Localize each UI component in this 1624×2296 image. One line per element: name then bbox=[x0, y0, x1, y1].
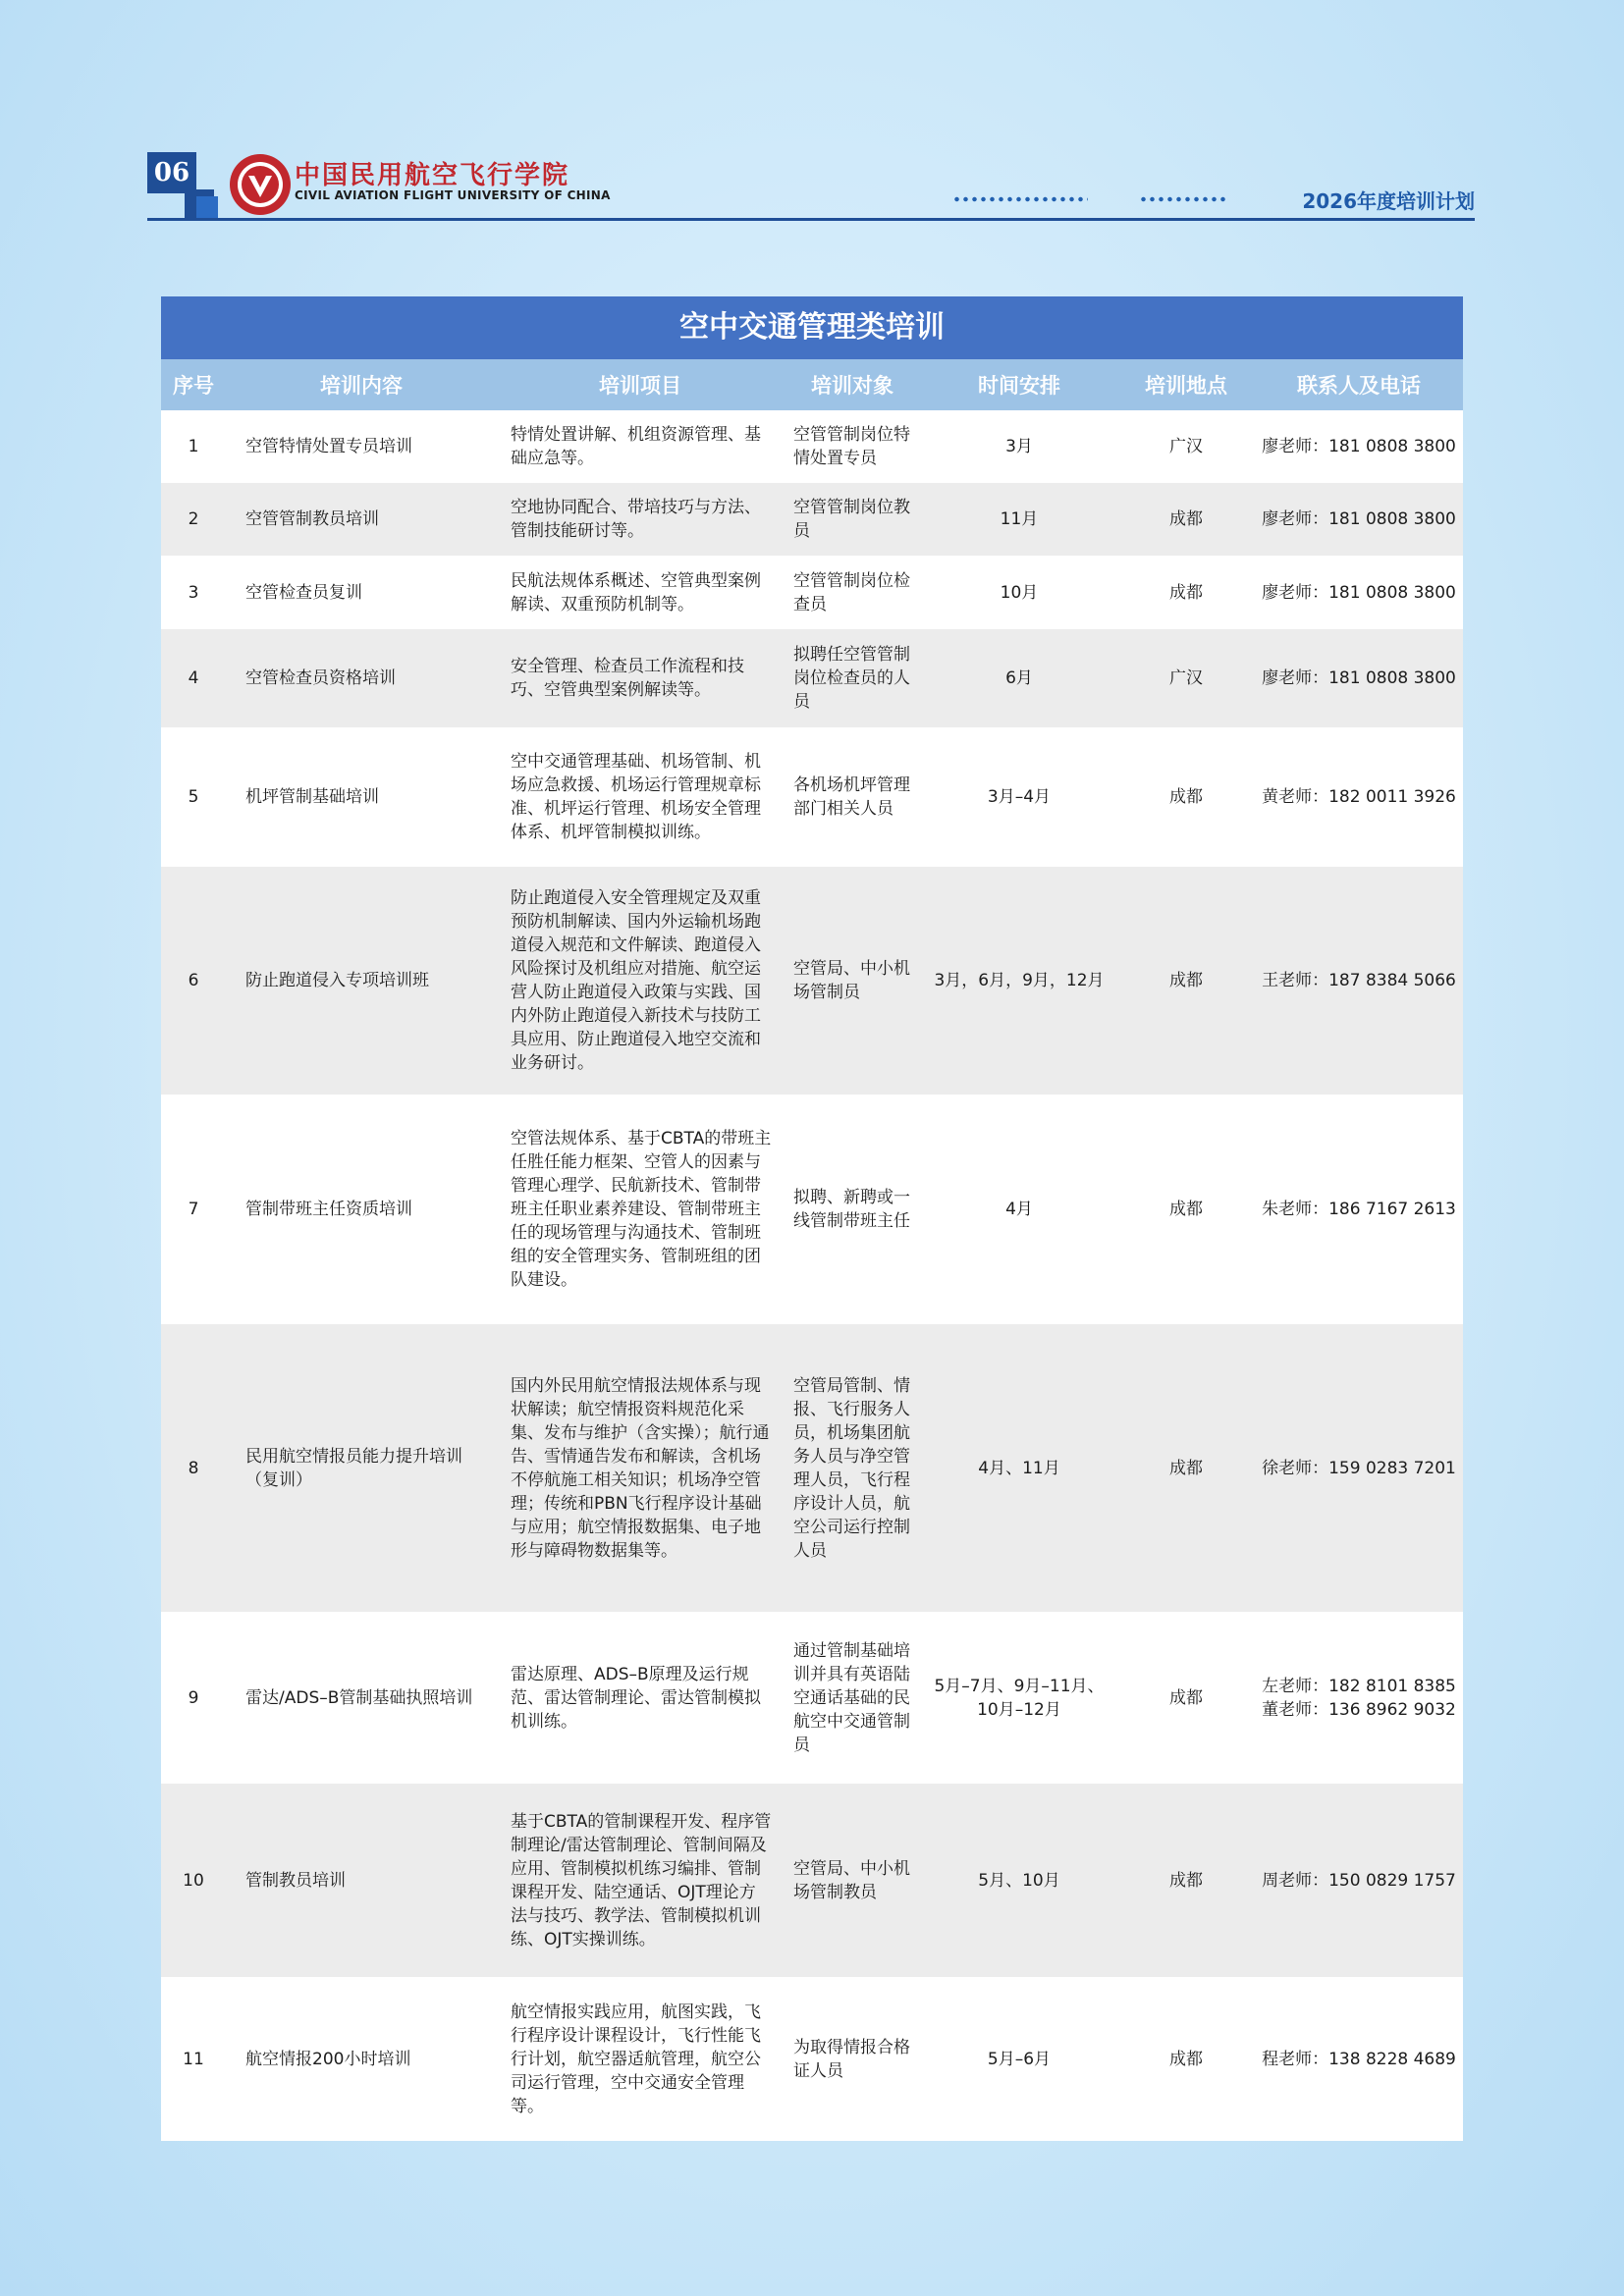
course-time: 4月 bbox=[1005, 1200, 1033, 1219]
course-target: 空管管制岗位特情处置专员 bbox=[793, 425, 910, 468]
column-header-place: 培训地点 bbox=[1145, 373, 1227, 398]
course-time: 5月–6月 bbox=[987, 2049, 1052, 2069]
course-time: 5月、10月 bbox=[978, 1870, 1060, 1891]
training-table-section bbox=[161, 296, 1463, 2141]
course-time: 3月 bbox=[1005, 437, 1033, 456]
course-place: 成都 bbox=[1169, 582, 1203, 603]
course-target: 空管管制岗位教员 bbox=[793, 498, 910, 541]
course-time: 3月–4月 bbox=[987, 787, 1052, 807]
table-header-row bbox=[161, 359, 1463, 410]
course-place: 成都 bbox=[1169, 1687, 1203, 1708]
document-title: 2026年度培训计划 bbox=[1302, 189, 1475, 213]
table-row bbox=[161, 727, 1463, 867]
header-rule bbox=[147, 218, 1475, 221]
course-content: 雷达原理、ADS–B原理及运行规范、雷达管制理论、雷达管制模拟机训练。 bbox=[511, 1664, 761, 1732]
row-number: 9 bbox=[188, 1687, 199, 1708]
column-header-target: 培训对象 bbox=[811, 373, 893, 398]
course-name: 空管检查员复训 bbox=[245, 582, 362, 603]
table-row bbox=[161, 1977, 1463, 2141]
course-contact: 徐老师：159 0283 7201 bbox=[1262, 1458, 1456, 1478]
university-name-cn: 中国民用航空飞行学院 bbox=[295, 161, 570, 190]
course-name: 防止跑道侵入专项培训班 bbox=[245, 971, 429, 990]
column-header-contact: 联系人及电话 bbox=[1297, 373, 1421, 398]
table-title: 空中交通管理类培训 bbox=[161, 296, 1463, 359]
university-emblem-icon bbox=[228, 152, 293, 217]
course-target: 通过管制基础培训并具有英语陆空通话基础的民航空中交通管制员 bbox=[793, 1640, 910, 1755]
table-row bbox=[161, 483, 1463, 556]
row-number: 10 bbox=[183, 1870, 204, 1891]
table-row bbox=[161, 410, 1463, 483]
course-time: 3月，6月，9月，12月 bbox=[934, 971, 1105, 990]
table-row bbox=[161, 556, 1463, 629]
course-time: 6月 bbox=[1005, 668, 1033, 688]
course-time: 5月–7月、9月–11月、10月–12月 bbox=[934, 1676, 1105, 1720]
course-content: 空管法规体系、基于CBTA的带班主任胜任能力框架、空管人的因素与管理心理学、民航新技术、管制带班主任职业素养建设、管制带班主任的现场管理与沟通技术、管制班组的安全管理实务、管制班组的团队建设。 bbox=[511, 1129, 772, 1290]
course-content: 空中交通管理基础、机场管制、机场应急救援、机场运行管理规章标准、机坪运行管理、机场安全管理体系、机坪管制模拟训练。 bbox=[511, 752, 761, 842]
course-content: 特情处置讲解、机组资源管理、基础应急等。 bbox=[511, 425, 761, 468]
course-content: 民航法规体系概述、空管典型案例解读、双重预防机制等。 bbox=[511, 570, 761, 614]
row-number: 7 bbox=[188, 1200, 199, 1219]
course-target: 拟聘、新聘或一线管制带班主任 bbox=[793, 1188, 910, 1231]
row-number: 11 bbox=[183, 2049, 204, 2069]
course-target: 空管局管制、情报、飞行服务人员，机场集团航务人员与净空管理人员，飞行程序设计人员，航空公司运行控制人员 bbox=[793, 1375, 910, 1561]
course-name: 管制教员培训 bbox=[245, 1870, 346, 1891]
decor-dots-left bbox=[952, 196, 1088, 202]
course-contact: 程老师：138 8228 4689 bbox=[1262, 2049, 1456, 2069]
course-contact bbox=[1255, 1612, 1463, 1784]
decor-dots-right bbox=[1139, 196, 1227, 202]
column-header-no: 序号 bbox=[173, 373, 214, 398]
course-time: 11月 bbox=[1000, 509, 1039, 529]
course-target: 空管管制岗位检查员 bbox=[793, 570, 910, 614]
course-contact: 王老师：187 8384 5066 bbox=[1262, 971, 1456, 990]
row-number: 6 bbox=[188, 971, 199, 990]
university-name-en: CIVIL AVIATION FLIGHT UNIVERSITY OF CHINA bbox=[295, 188, 611, 202]
course-name: 空管特情处置专员培训 bbox=[245, 437, 412, 456]
course-content: 安全管理、检查员工作流程和技巧、空管典型案例解读等。 bbox=[511, 657, 744, 700]
course-place: 成都 bbox=[1169, 971, 1203, 990]
course-contact: 廖老师：181 0808 3800 bbox=[1262, 582, 1456, 603]
course-contact: 廖老师：181 0808 3800 bbox=[1262, 509, 1456, 529]
course-target: 为取得情报合格证人员 bbox=[793, 2037, 910, 2081]
row-number: 1 bbox=[188, 437, 199, 456]
course-place: 成都 bbox=[1169, 1458, 1203, 1478]
course-place: 成都 bbox=[1169, 509, 1203, 529]
course-name: 机坪管制基础培训 bbox=[245, 787, 379, 807]
page-number: 06 bbox=[147, 152, 196, 193]
course-content: 基于CBTA的管制课程开发、程序管制理论/雷达管制理论、管制间隔及应用、管制模拟机练习编排、管制课程开发、陆空通话、OJT理论方法与技巧、教学法、管制模拟机训练、OJT实操训练。 bbox=[511, 1811, 772, 1949]
table-row bbox=[161, 1612, 1463, 1784]
column-header-time: 时间安排 bbox=[978, 373, 1060, 398]
course-place: 广汉 bbox=[1169, 437, 1203, 456]
table-row bbox=[161, 867, 1463, 1095]
course-place: 成都 bbox=[1169, 787, 1203, 807]
row-number: 8 bbox=[188, 1458, 199, 1478]
course-content: 航空情报实践应用，航图实践，飞行程序设计课程设计，飞行性能飞行计划，航空器适航管理，航空公司运行管理，空中交通安全管理等。 bbox=[511, 2002, 761, 2116]
course-time: 4月、11月 bbox=[978, 1458, 1060, 1478]
course-target: 空管局、中小机场管制教员 bbox=[793, 1858, 910, 1902]
course-contact: 廖老师：181 0808 3800 bbox=[1262, 437, 1456, 456]
course-place: 成都 bbox=[1169, 2049, 1203, 2069]
course-content: 防止跑道侵入安全管理规定及双重预防机制解读、国内外运输机场跑道侵入规范和文件解读、跑道侵入风险探讨及机组应对措施、航空运营人防止跑道侵入政策与实践、国内外防止跑道侵入新技术与技防工具应用、防止跑道侵入地空交流和业务研讨。 bbox=[511, 888, 761, 1073]
table-row bbox=[161, 1324, 1463, 1612]
course-content: 国内外民用航空情报法规体系与现状解读；航空情报资料规范化采集、发布与维护（含实操）；航行通告、雪情通告发布和解读，含机场不停航施工相关知识；机场净空管理；传统和PBN飞行程序设计基础与应用；航空情报数据集、电子地形与障碍物数据集等。 bbox=[511, 1375, 770, 1561]
row-number: 3 bbox=[188, 582, 199, 603]
contact-line: 左老师：182 8101 8385 bbox=[1262, 1676, 1456, 1696]
course-place: 广汉 bbox=[1169, 668, 1203, 688]
course-name: 空管检查员资格培训 bbox=[245, 668, 396, 688]
row-number: 2 bbox=[188, 509, 199, 529]
course-name: 空管管制教员培训 bbox=[245, 509, 379, 529]
course-name: 雷达/ADS–B管制基础执照培训 bbox=[245, 1687, 473, 1708]
course-content: 空地协同配合、带培技巧与方法、管制技能研讨等。 bbox=[511, 498, 761, 541]
contact-line: 董老师：136 8962 9032 bbox=[1262, 1699, 1456, 1720]
table-row bbox=[161, 1784, 1463, 1977]
course-target: 各机场机坪管理部门相关人员 bbox=[793, 775, 910, 819]
course-place: 成都 bbox=[1169, 1870, 1203, 1891]
row-number: 5 bbox=[188, 787, 199, 807]
column-header-course: 培训内容 bbox=[320, 373, 403, 398]
table-row bbox=[161, 1095, 1463, 1324]
column-header-content: 培训项目 bbox=[599, 373, 681, 398]
course-name: 航空情报200小时培训 bbox=[245, 2049, 411, 2069]
page-header bbox=[0, 0, 1624, 236]
course-name: 管制带班主任资质培训 bbox=[245, 1200, 412, 1219]
course-name: 民用航空情报员能力提升培训（复训） bbox=[245, 1446, 462, 1490]
page-number-accent-inner bbox=[196, 196, 218, 220]
course-place: 成都 bbox=[1169, 1200, 1203, 1219]
course-contact: 黄老师：182 0011 3926 bbox=[1262, 787, 1456, 807]
course-contact: 廖老师：181 0808 3800 bbox=[1262, 668, 1456, 688]
course-target: 拟聘任空管管制岗位检查员的人员 bbox=[793, 645, 910, 712]
row-number: 4 bbox=[188, 668, 199, 688]
training-table bbox=[161, 359, 1463, 2141]
table-row bbox=[161, 629, 1463, 727]
course-target: 空管局、中小机场管制员 bbox=[793, 959, 910, 1002]
course-contact: 周老师：150 0829 1757 bbox=[1262, 1870, 1456, 1891]
course-time: 10月 bbox=[1000, 582, 1039, 603]
course-contact: 朱老师：186 7167 2613 bbox=[1262, 1200, 1456, 1219]
